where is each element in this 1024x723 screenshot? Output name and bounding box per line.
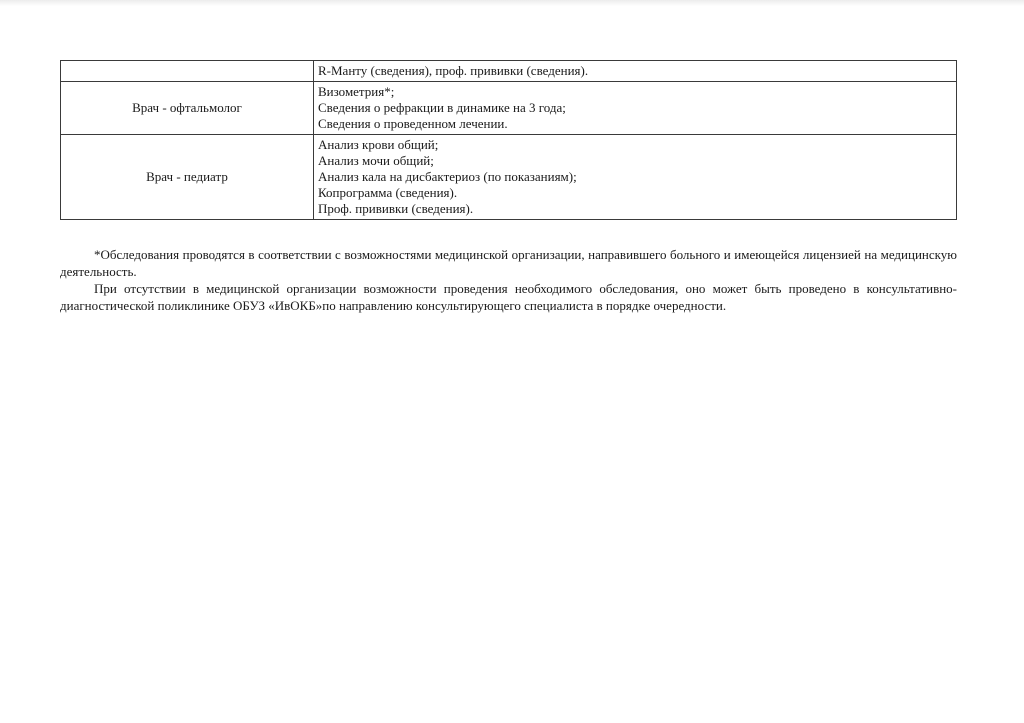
list-item: Визометрия*; — [318, 84, 395, 99]
list-item: Сведения о проведенном лечении. — [318, 116, 508, 131]
list-item: Анализ кала на дисбактериоз (по показаниям); — [318, 169, 577, 184]
items-cell — [314, 82, 957, 135]
items-cell — [314, 61, 957, 82]
list-item: Анализ мочи общий; — [318, 153, 434, 168]
specialist-cell — [61, 61, 314, 82]
table-row — [61, 135, 957, 220]
examinations-table — [60, 60, 957, 220]
notes-section — [60, 246, 957, 314]
body-paragraph: При отсутствии в медицинской организации возможности проведения необходимого обследования, оно может быть проведено в консультативно-диагностической поликлинике ОБУЗ «ИвОКБ»по направлению консультирующего специалиста в порядке очередности. — [60, 281, 957, 313]
list-item: Сведения о рефракции в динамике на 3 года; — [318, 100, 566, 115]
list-item: Анализ крови общий; — [318, 137, 439, 152]
list-item: Копрограмма (сведения). — [318, 185, 458, 200]
list-item: R-Манту (сведения), проф. прививки (сведения). — [318, 63, 589, 78]
footnote-paragraph: *Обследования проводятся в соответствии с возможностями медицинской организации, направившего больного и имеющейся лицензией на медицинскую деятельность. — [60, 247, 957, 279]
list-item: Проф. прививки (сведения). — [318, 201, 474, 216]
items-cell — [314, 135, 957, 220]
table-row — [61, 82, 957, 135]
scan-edge — [0, 0, 1024, 6]
specialist-cell: Врач - педиатр — [61, 135, 314, 220]
table-row — [61, 61, 957, 82]
specialist-cell: Врач - офтальмолог — [61, 82, 314, 135]
